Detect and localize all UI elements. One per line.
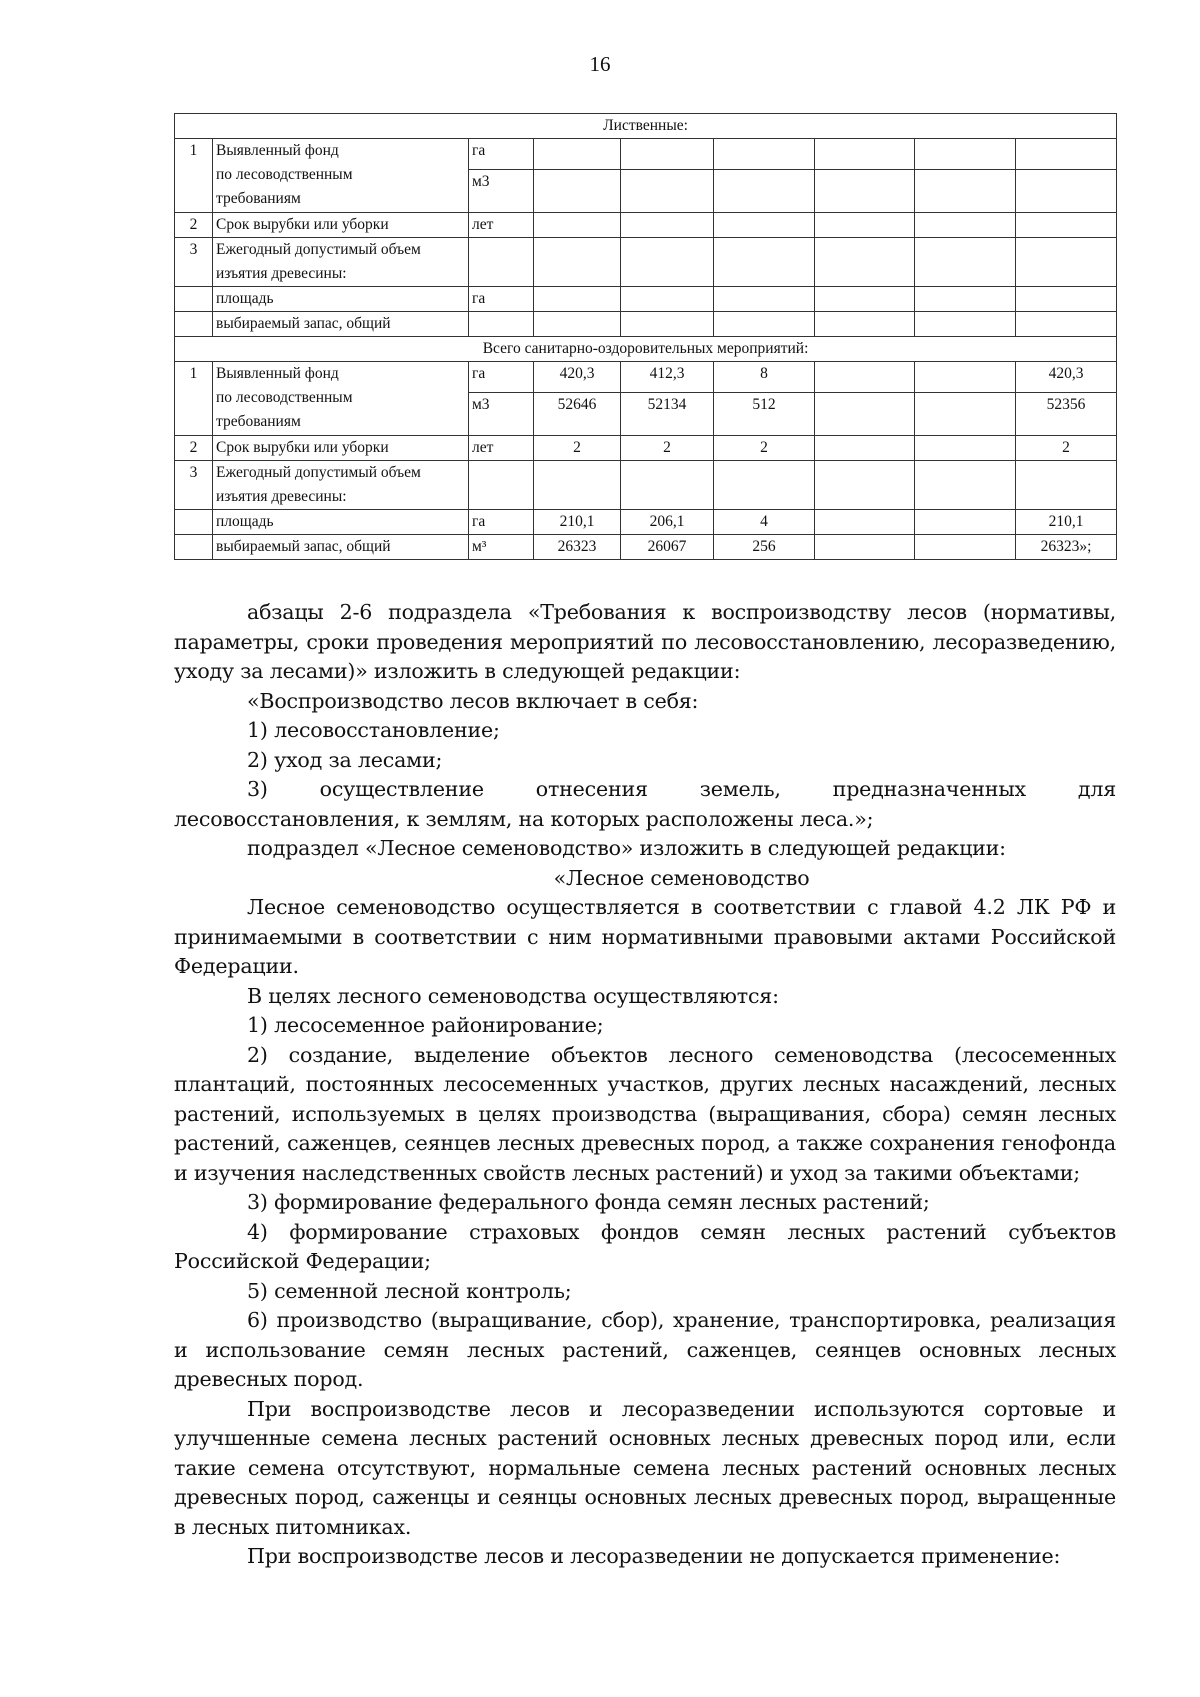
paragraph: 4) формирование страховых фондов семян лесных растений субъектов Российской Федерации; xyxy=(174,1219,1116,1273)
value-cell xyxy=(534,287,621,312)
table-row xyxy=(175,139,1117,170)
unit-cell: лет xyxy=(469,213,534,238)
unit-cell: лет xyxy=(469,436,534,461)
value-cell xyxy=(915,393,1016,436)
row-label: выбираемый запас, общий xyxy=(213,312,469,337)
table-row xyxy=(175,287,1117,312)
value-cell: 52134 xyxy=(621,393,714,436)
paragraph: «Воспроизводство лесов включает в себя: xyxy=(247,688,699,713)
value-cell: 256 xyxy=(714,535,815,560)
unit-cell: га xyxy=(469,139,534,170)
row-label: площадь xyxy=(213,287,469,312)
value-cell xyxy=(621,139,714,170)
row-label: Срок вырубки или уборки xyxy=(213,213,469,238)
section-header-row xyxy=(175,337,1117,362)
row-label: площадь xyxy=(213,510,469,535)
paragraph: 1) лесосеменное районирование; xyxy=(247,1013,604,1037)
table-row xyxy=(175,461,1117,510)
value-cell: 210,1 xyxy=(534,510,621,535)
value-cell xyxy=(815,213,915,238)
value-cell xyxy=(1016,287,1117,312)
unit-cell: га xyxy=(469,362,534,393)
unit-cell: м3 xyxy=(469,170,534,213)
row-label: Срок вырубки или уборки xyxy=(213,436,469,461)
value-cell xyxy=(915,312,1016,337)
value-cell: 26323 xyxy=(534,535,621,560)
value-cell xyxy=(621,287,714,312)
value-cell xyxy=(915,139,1016,170)
value-cell: 420,3 xyxy=(1016,362,1117,393)
paragraph: 5) семенной лесной контроль; xyxy=(247,1278,572,1303)
table-row xyxy=(175,213,1117,238)
value-cell xyxy=(915,362,1016,393)
paragraph: 2) создание, выделение объектов лесного семеноводства (лесосеменных плантаций, постоянных лесосеменных участков, других лесных насаждений, лесных растений, используемых в целях производства (выращивания, сбора) семян лесных растений, саженцев, сеянцев лесных древесных пород, а также сохранения генофонда и изучения наследственных свойств лесных растений) и уход за такими объектами; xyxy=(174,1042,1116,1185)
section-heading: «Лесное семеноводство xyxy=(553,865,810,890)
value-cell: 26067 xyxy=(621,535,714,560)
value-cell xyxy=(815,393,915,436)
row-label: Выявленный фонд по лесоводственным требованиям xyxy=(213,362,469,436)
row-number: 2 xyxy=(175,213,213,238)
row-label: выбираемый запас, общий xyxy=(213,535,469,560)
section-header-row xyxy=(175,114,1117,139)
paragraph: 2) уход за лесами; xyxy=(247,747,443,772)
value-cell xyxy=(915,510,1016,535)
value-cell xyxy=(815,535,915,560)
value-cell xyxy=(534,170,621,213)
value-cell: 26323»; xyxy=(1016,535,1117,560)
value-cell xyxy=(915,535,1016,560)
paragraph: При воспроизводстве лесов и лесоразведении используются сортовые и улучшенные семена лесных растений основных лесных древесных пород или, если такие семена отсутствуют, нормальные семена лесных растений основных лесных древесных пород, саженцы и сеянцы основных лесных древесных пород, выращенные в лесных питомниках. xyxy=(174,1396,1116,1539)
value-cell xyxy=(915,287,1016,312)
value-cell: 512 xyxy=(714,393,815,436)
unit-cell: м3 xyxy=(469,393,534,436)
value-cell xyxy=(915,436,1016,461)
row-number: 3 xyxy=(175,238,213,287)
value-cell xyxy=(815,312,915,337)
value-cell xyxy=(1016,312,1117,337)
value-cell xyxy=(534,213,621,238)
paragraph: При воспроизводстве лесов и лесоразведении не допускается применение: xyxy=(247,1544,1061,1568)
value-cell: 2 xyxy=(534,436,621,461)
page-number: 16 xyxy=(589,52,611,76)
value-cell: 2 xyxy=(621,436,714,461)
unit-cell: га xyxy=(469,287,534,312)
paragraph: В целях лесного семеноводства осуществляются: xyxy=(247,983,779,1008)
value-cell xyxy=(915,170,1016,213)
value-cell xyxy=(534,139,621,170)
document-body xyxy=(174,598,1116,1572)
value-cell xyxy=(621,312,714,337)
paragraph: 3) осуществление отнесения земель, предназначенных для лесовосстановления, к землям, на которых расположены леса.»; xyxy=(174,777,1116,831)
paragraph: 6) производство (выращивание, сбор), хранение, транспортировка, реализация и использование семян лесных растений, саженцев, сеянцев основных лесных древесных пород. xyxy=(174,1308,1116,1391)
paragraph: 3) формирование федерального фонда семян лесных растений; xyxy=(247,1190,930,1214)
value-cell: 2 xyxy=(1016,436,1117,461)
value-cell xyxy=(815,287,915,312)
forest-data-table xyxy=(174,113,1117,560)
value-cell: 8 xyxy=(714,362,815,393)
value-cell xyxy=(815,436,915,461)
row-label: Ежегодный допустимый объем изъятия древесины: xyxy=(213,461,469,510)
value-cell: 420,3 xyxy=(534,362,621,393)
table-row xyxy=(175,238,1117,287)
paragraph: абзацы 2-6 подраздела «Требования к воспроизводству лесов (нормативы, параметры, сроки проведения мероприятий по лесовосстановлению, лесоразведению, уходу за лесами)» изложить в следующей редакции: xyxy=(174,600,1116,683)
value-cell xyxy=(915,213,1016,238)
table-row xyxy=(175,312,1117,337)
value-cell: 52646 xyxy=(534,393,621,436)
value-cell xyxy=(815,139,915,170)
section-title: Всего санитарно-оздоровительных мероприятий: xyxy=(175,337,1117,362)
value-cell xyxy=(714,213,815,238)
paragraph: Лесное семеноводство осуществляется в соответствии с главой 4.2 ЛК РФ и принимаемыми в соответствии с ним нормативными правовыми актами Российской Федерации. xyxy=(174,895,1116,978)
value-cell xyxy=(1016,213,1117,238)
unit-cell: м³ xyxy=(469,535,534,560)
value-cell xyxy=(815,362,915,393)
table-row xyxy=(175,436,1117,461)
value-cell: 412,3 xyxy=(621,362,714,393)
row-label: Ежегодный допустимый объем изъятия древесины: xyxy=(213,238,469,287)
section-title: Лиственные: xyxy=(175,114,1117,139)
row-number: 3 xyxy=(175,461,213,510)
value-cell xyxy=(621,213,714,238)
unit-cell xyxy=(469,312,534,337)
value-cell: 210,1 xyxy=(1016,510,1117,535)
value-cell xyxy=(714,139,815,170)
value-cell xyxy=(1016,170,1117,213)
row-number: 1 xyxy=(175,362,213,436)
value-cell: 52356 xyxy=(1016,393,1117,436)
paragraph: 1) лесовосстановление; xyxy=(247,718,500,742)
value-cell: 206,1 xyxy=(621,510,714,535)
table-row xyxy=(175,535,1117,560)
table-row xyxy=(175,362,1117,393)
value-cell xyxy=(1016,139,1117,170)
value-cell xyxy=(815,510,915,535)
value-cell xyxy=(714,170,815,213)
value-cell xyxy=(714,312,815,337)
row-label: Выявленный фонд по лесоводственным требованиям xyxy=(213,139,469,213)
value-cell xyxy=(534,312,621,337)
value-cell: 4 xyxy=(714,510,815,535)
paragraph: подраздел «Лесное семеноводство» изложить в следующей редакции: xyxy=(247,836,1006,860)
unit-cell: га xyxy=(469,510,534,535)
row-number: 1 xyxy=(175,139,213,213)
value-cell xyxy=(815,170,915,213)
row-number: 2 xyxy=(175,436,213,461)
value-cell: 2 xyxy=(714,436,815,461)
value-cell xyxy=(621,170,714,213)
value-cell xyxy=(714,287,815,312)
table-row xyxy=(175,510,1117,535)
